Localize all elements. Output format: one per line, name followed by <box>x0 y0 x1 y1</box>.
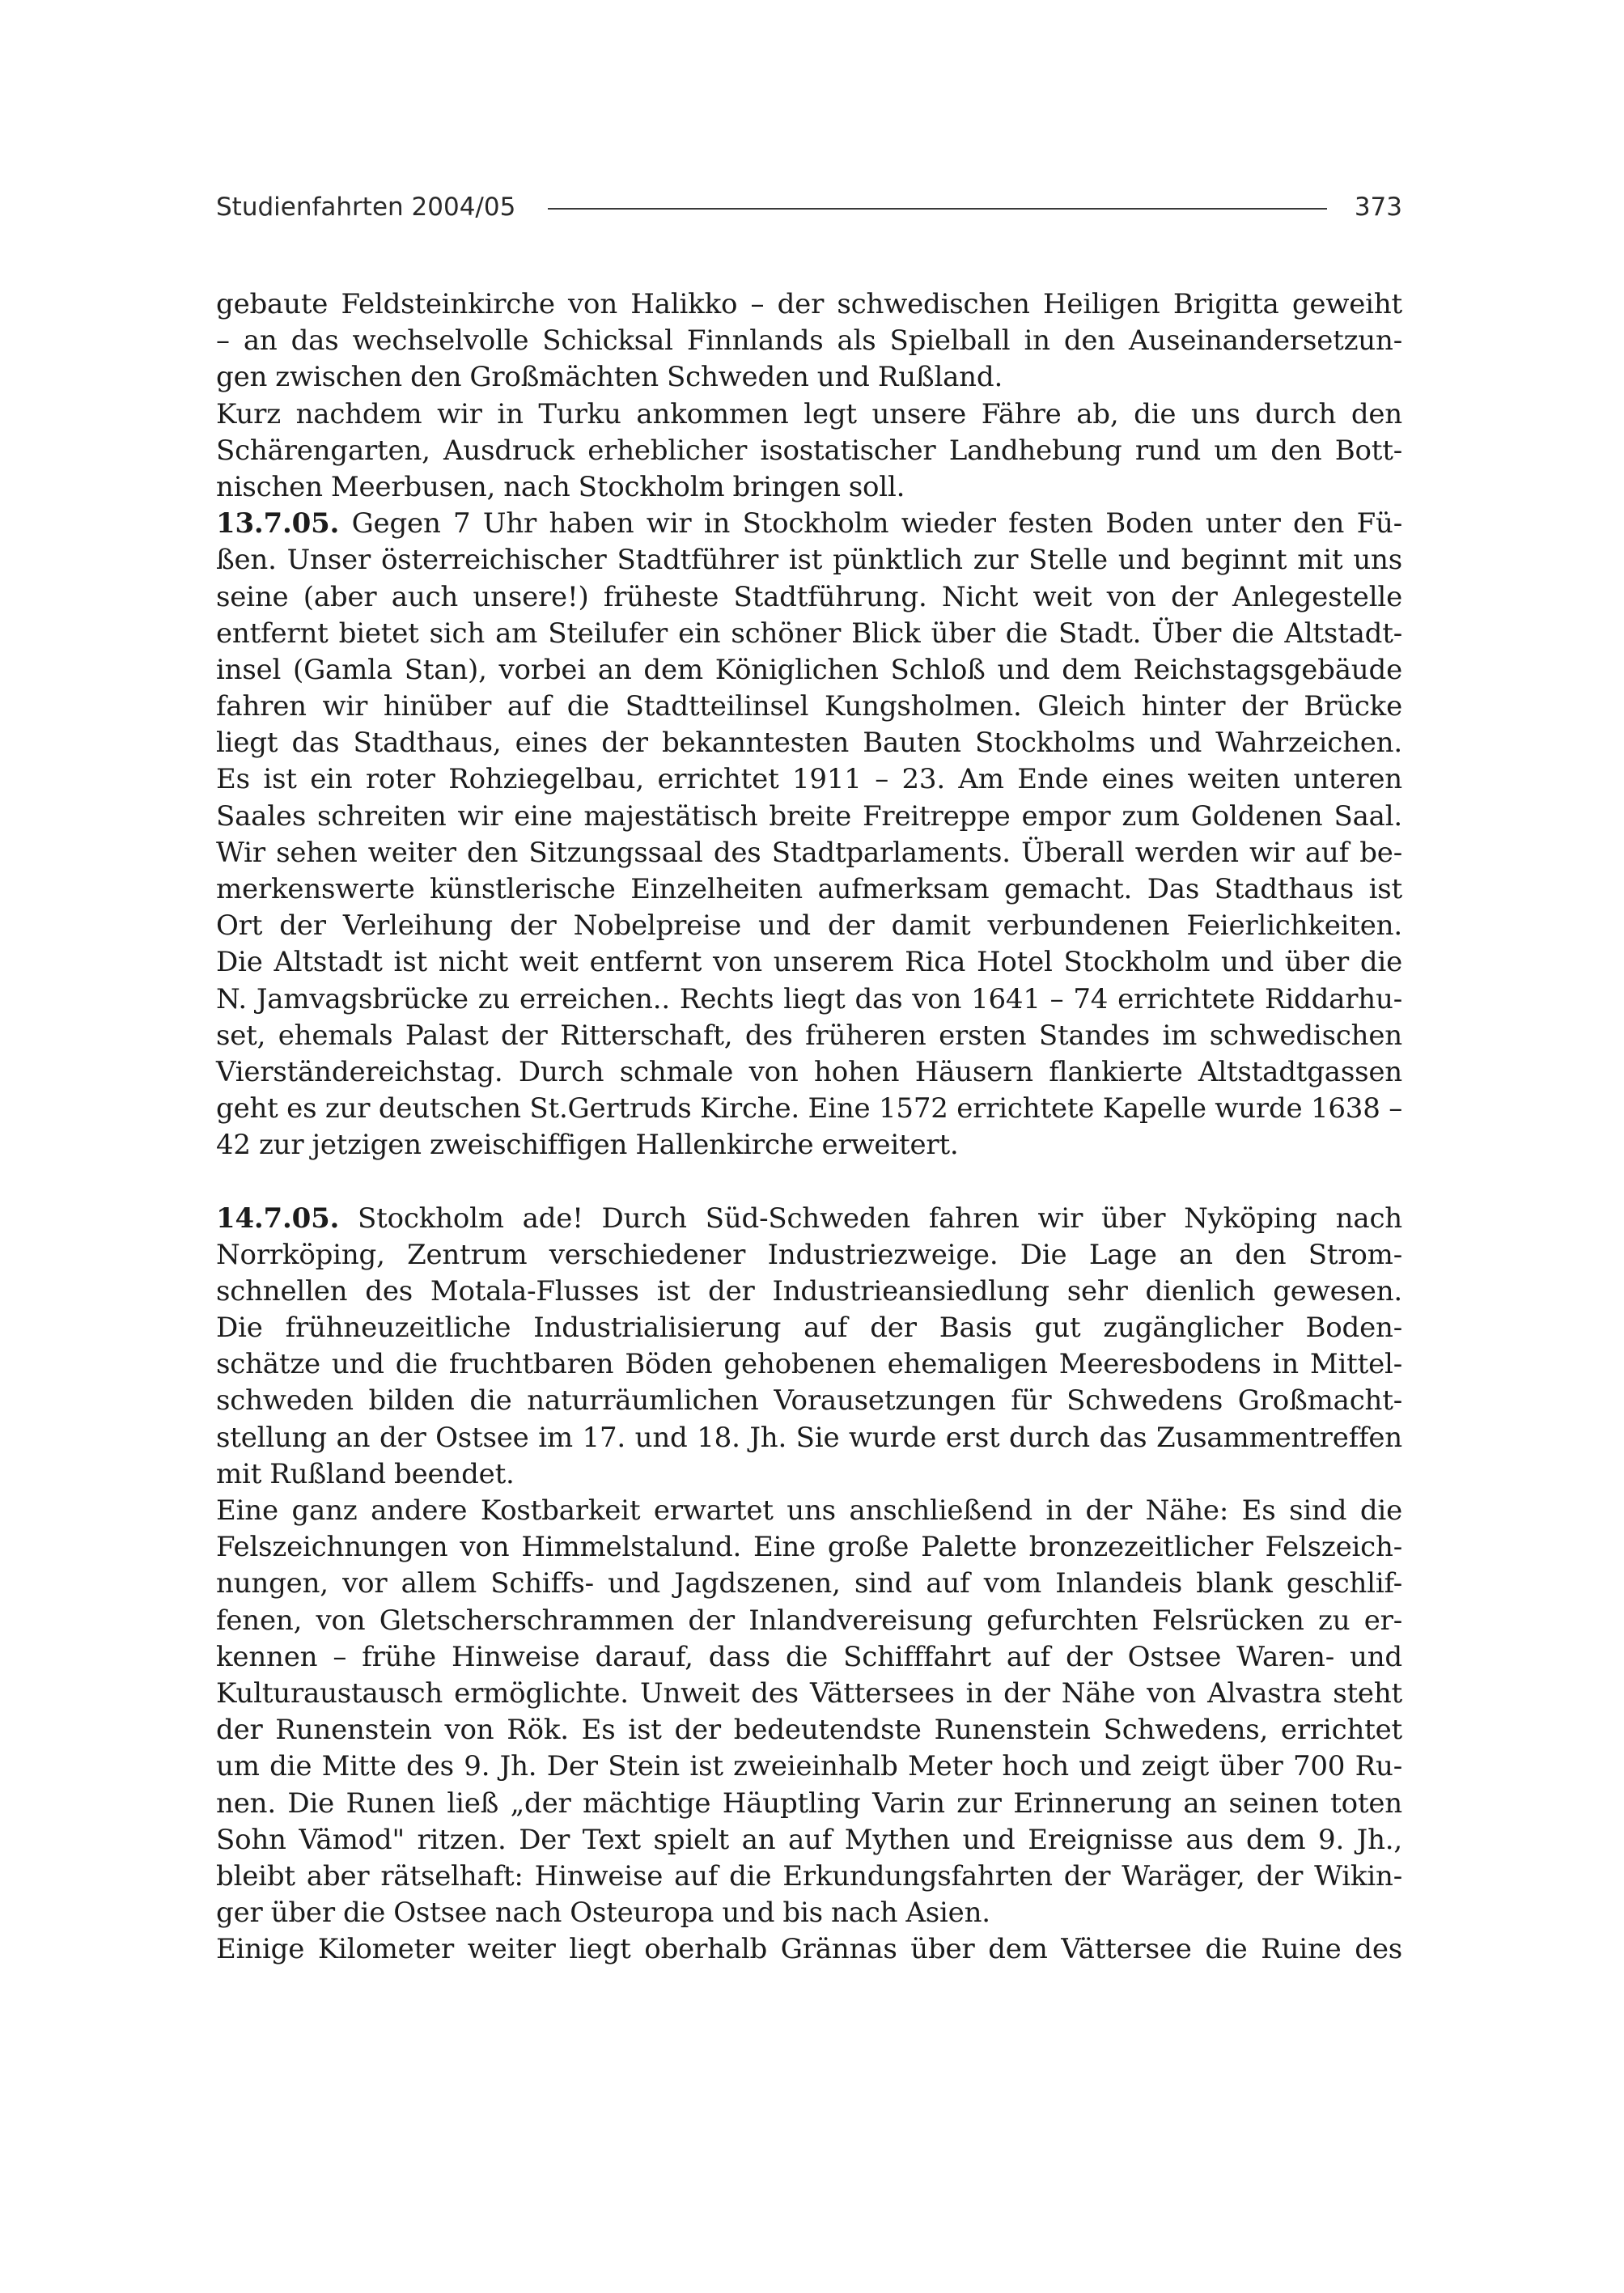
body-text <box>216 286 1402 1968</box>
line-text: Es ist ein roter Rohziegelbau, errichtet 1911 – 23. Am Ende eines weiten unteren <box>216 763 1402 796</box>
line-text: Vierständereichstag. Durch schmale von hohen Häusern flankierte Altstadtgassen <box>216 1055 1402 1088</box>
text-line <box>216 579 1402 616</box>
line-text: Ort der Verleihung der Nobelpreise und der damit verbundenen Feierlichkeiten. <box>216 909 1402 943</box>
text-line <box>216 359 1402 396</box>
running-header <box>216 188 1402 227</box>
line-text: bleibt aber rätselhaft: Hinweise auf die Erkundungsfahrten der Waräger, der Wikin- <box>216 1859 1402 1892</box>
line-text: seine (aber auch unsere!) früheste Stadtführung. Nicht weit von der Anlegestelle <box>216 580 1402 613</box>
line-text: Einige Kilometer weiter liegt oberhalb Grännas über dem Vättersee die Ruine des <box>216 1933 1402 1966</box>
line-text: entfernt bietet sich am Steilufer ein schöner Blick über die Stadt. Über die Altstadt- <box>216 617 1402 650</box>
line-text: schnellen des Motala-Flusses ist der Industrieansiedlung sehr dienlich gewesen. <box>216 1274 1402 1308</box>
line-text: ger über die Ostsee nach Osteuropa und bis nach Asien. <box>216 1897 990 1930</box>
header-rule <box>548 208 1327 210</box>
line-text: fahren wir hinüber auf die Stadtteilinsel Kungsholmen. Gleich hinter der Brücke <box>216 690 1402 723</box>
line-text: Norrköping, Zentrum verschiedener Industriezweige. Die Lage an den Strom- <box>216 1238 1402 1271</box>
text-line <box>216 835 1402 871</box>
line-text: N. Jamvagsbrücke zu erreichen.. Rechts liegt das von 1641 – 74 errichtete Riddarhu- <box>216 982 1402 1015</box>
text-line <box>216 1566 1402 1602</box>
line-text: Kurz nachdem wir in Turku ankommen legt unsere Fähre ab, die uns durch den <box>216 397 1402 430</box>
text-line <box>216 799 1402 835</box>
text-line <box>216 1091 1402 1127</box>
text-line <box>216 1346 1402 1383</box>
text-line <box>216 1676 1402 1712</box>
text-line <box>216 1383 1402 1419</box>
line-text: set, ehemals Palast der Ritterschaft, des früheren ersten Standes im schwedischen <box>216 1019 1402 1052</box>
line-text: liegt das Stadthaus, eines der bekanntesten Bauten Stockholms und Wahrzeichen. <box>216 727 1402 760</box>
line-text: Eine ganz andere Kostbarkeit erwartet uns anschließend in der Nähe: Es sind die <box>216 1494 1402 1527</box>
text-line <box>216 652 1402 689</box>
text-line <box>216 908 1402 944</box>
line-text: insel (Gamla Stan), vorbei an dem Königlichen Schloß und dem Reichstagsgebäude <box>216 653 1402 686</box>
line-text: schätze und die fruchtbaren Böden gehobenen ehemaligen Meeresbodens in Mittel- <box>216 1348 1402 1381</box>
text-line <box>216 1493 1402 1529</box>
text-line <box>216 616 1402 652</box>
line-text: stellung an der Ostsee im 17. und 18. Jh. Sie wurde erst durch das Zusammentreffen <box>216 1421 1402 1454</box>
text-line <box>216 1274 1402 1310</box>
line-text: kennen – frühe Hinweise darauf, dass die Schifffahrt auf der Ostsee Waren- und <box>216 1640 1402 1673</box>
text-line <box>216 1822 1402 1859</box>
text-line <box>216 725 1402 761</box>
text-line <box>216 689 1402 725</box>
text-line <box>216 1310 1402 1346</box>
line-text: nungen, vor allem Schiffs- und Jagdszenen, sind auf vom Inlandeis blank geschlif- <box>216 1567 1402 1600</box>
text-line <box>216 1420 1402 1456</box>
line-text: Stockholm ade! Durch Süd-Schweden fahren wir über Nyköping nach <box>339 1202 1402 1235</box>
line-text: gebaute Feldsteinkirche von Halikko – der schwedischen Heiligen Brigitta geweiht <box>216 288 1402 320</box>
line-text: fenen, von Gletscherschrammen der Inlandvereisung gefurchten Felsrücken zu er- <box>216 1604 1402 1637</box>
line-text: nen. Die Runen ließ „der mächtige Häuptling Varin zur Erinnerung an seinen toten <box>216 1787 1402 1820</box>
text-line <box>216 1639 1402 1676</box>
text-line <box>216 1859 1402 1895</box>
text-line <box>216 1786 1402 1822</box>
line-text: Felszeichnungen von Himmelstalund. Eine große Palette bronzezeitlicher Felszeich- <box>216 1531 1402 1564</box>
text-line <box>216 871 1402 908</box>
line-text: merkenswerte künstlerische Einzelheiten aufmerksam gemacht. Das Stadthaus ist <box>216 873 1402 905</box>
text-line <box>216 506 1402 542</box>
text-line <box>216 1748 1402 1785</box>
page-number: 373 <box>1354 193 1402 222</box>
text-line <box>216 761 1402 798</box>
text-line <box>216 1712 1402 1748</box>
line-text: gen zwischen den Großmächten Schweden und Rußland. <box>216 361 1003 394</box>
text-line <box>216 1603 1402 1639</box>
text-line <box>216 1054 1402 1091</box>
text-line <box>216 944 1402 981</box>
text-line <box>216 323 1402 359</box>
line-text: um die Mitte des 9. Jh. Der Stein ist zweieinhalb Meter hoch und zeigt über 700 Ru- <box>216 1750 1402 1783</box>
line-text: Wir sehen weiter den Sitzungssaal des Stadtparlaments. Überall werden wir auf be- <box>216 836 1402 869</box>
line-text: Schärengarten, Ausdruck erheblicher isostatischer Landhebung rund um den Bott- <box>216 434 1402 467</box>
text-line <box>216 1895 1402 1931</box>
line-text: Kulturaustausch ermöglichte. Unweit des Vättersees in der Nähe von Alvastra steht <box>216 1676 1402 1710</box>
line-text: ßen. Unser österreichischer Stadtführer ist pünktlich zur Stelle und beginnt mit uns <box>216 544 1402 577</box>
text-line <box>216 1529 1402 1566</box>
text-line <box>216 1201 1402 1237</box>
line-text: mit Rußland beendet. <box>216 1457 515 1490</box>
text-line <box>216 981 1402 1018</box>
text-line <box>216 1456 1402 1493</box>
entry-date: 13.7.05. <box>216 507 340 540</box>
text-line <box>216 469 1402 506</box>
line-text: Gegen 7 Uhr haben wir in Stockholm wieder festen Boden unter den Fü- <box>339 507 1402 540</box>
text-line <box>216 1237 1402 1274</box>
line-text: geht es zur deutschen St.Gertruds Kirche. Eine 1572 errichtete Kapelle wurde 1638 – <box>216 1092 1402 1125</box>
line-text: Die frühneuzeitliche Industrialisierung auf der Basis gut zugänglicher Boden- <box>216 1312 1402 1345</box>
text-line <box>216 542 1402 579</box>
line-text: nischen Meerbusen, nach Stockholm bringen soll. <box>216 470 905 503</box>
line-text: Saales schreiten wir eine majestätisch breite Freitreppe empor zum Goldenen Saal. <box>216 799 1402 833</box>
line-text: schweden bilden die naturräumlichen Vorausetzungen für Schwedens Großmacht- <box>216 1384 1402 1418</box>
line-text: 42 zur jetzigen zweischiffigen Hallenkirche erweitert. <box>216 1129 959 1162</box>
text-line <box>216 1127 1402 1163</box>
text-line <box>216 1931 1402 1968</box>
text-line <box>216 433 1402 469</box>
line-text: der Runenstein von Rök. Es ist der bedeutendste Runenstein Schwedens, errichtet <box>216 1714 1402 1747</box>
line-text: Sohn Vämod" ritzen. Der Text spielt an auf Mythen und Ereignisse aus dem 9. Jh., <box>216 1823 1402 1856</box>
line-text: Die Altstadt ist nicht weit entfernt von unserem Rica Hotel Stockholm und über die <box>216 946 1402 979</box>
text-line <box>216 286 1402 323</box>
text-line <box>216 1018 1402 1054</box>
running-title: Studienfahrten 2004/05 <box>216 193 516 222</box>
line-text: – an das wechselvolle Schicksal Finnlands als Spielball in den Auseinandersetzun- <box>216 324 1402 358</box>
text-line <box>216 396 1402 433</box>
entry-date: 14.7.05. <box>216 1202 340 1235</box>
